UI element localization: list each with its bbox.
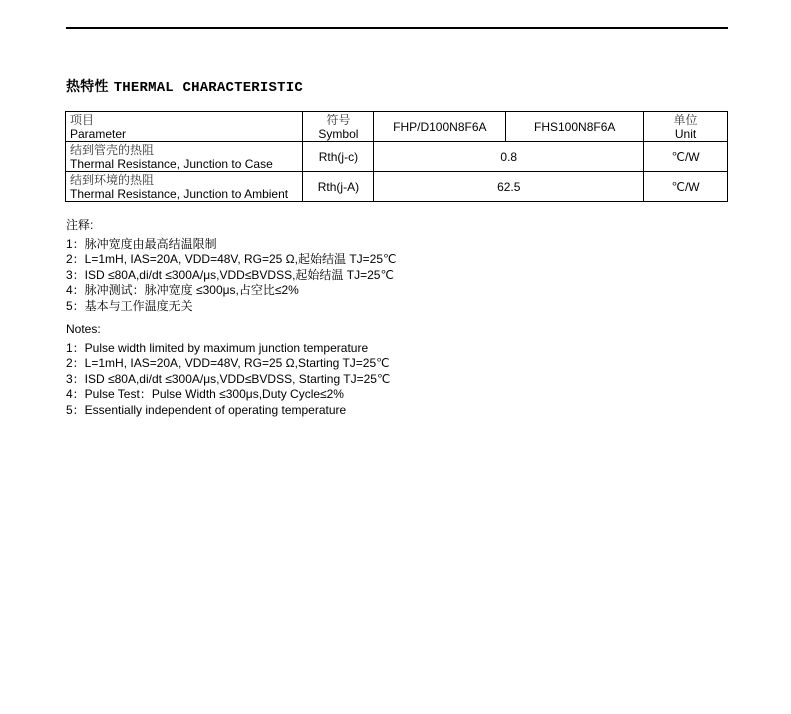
row-value: 62.5 bbox=[374, 172, 644, 202]
section-title-en: THERMAL CHARACTERISTIC bbox=[113, 80, 303, 96]
note-en-item: 5：Essentially independent of operating temperature bbox=[66, 402, 347, 417]
header-symbol-en: Symbol bbox=[318, 126, 359, 141]
header-parameter bbox=[66, 112, 303, 142]
header-unit-en: Unit bbox=[674, 126, 697, 141]
header-parameter-cn: 项目 bbox=[70, 112, 95, 127]
thermal-table bbox=[65, 111, 728, 202]
header-symbol-cn: 符号 bbox=[326, 112, 351, 127]
row-parameter-cn: 结到管壳的热阻 bbox=[70, 142, 155, 157]
header-col2: FHS100N8F6A bbox=[506, 112, 644, 142]
note-cn-item: 2：L=1mH, IAS=20A, VDD=48V, RG=25 Ω,起始结温 TJ=25℃ bbox=[66, 252, 397, 267]
row-parameter-cn: 结到环境的热阻 bbox=[70, 172, 155, 187]
header-col1: FHP/D100N8F6A bbox=[374, 112, 506, 142]
note-en-item: 4：Pulse Test：Pulse Width ≤300μs,Duty Cycle≤2% bbox=[66, 387, 344, 402]
notes-cn-heading: 注释: bbox=[66, 218, 94, 232]
row-value: 0.8 bbox=[374, 142, 644, 172]
table-header-row bbox=[66, 112, 728, 142]
row-parameter-en: Thermal Resistance, Junction to Case bbox=[70, 156, 273, 171]
note-en-item: 1：Pulse width limited by maximum junction temperature bbox=[66, 340, 369, 355]
notes-en bbox=[66, 322, 390, 419]
header-parameter-en: Parameter bbox=[70, 126, 127, 141]
row-parameter-en: Thermal Resistance, Junction to Ambient bbox=[70, 186, 289, 201]
row-symbol: Rth(j-c) bbox=[303, 142, 374, 172]
row-unit: ℃/W bbox=[644, 172, 728, 202]
notes-en-heading: Notes: bbox=[66, 322, 101, 336]
note-cn-item: 4：脉冲测试：脉冲宽度 ≤300μs,占空比≤2% bbox=[66, 283, 299, 298]
section-title-cn: 热特性 bbox=[66, 79, 109, 95]
note-cn-item: 3：ISD ≤80A,di/dt ≤300A/μs,VDD≤BVDSS,起始结温 TJ=25℃ bbox=[66, 267, 394, 282]
top-rule bbox=[66, 27, 728, 29]
row-symbol: Rth(j-A) bbox=[303, 172, 374, 202]
note-en-item: 3：ISD ≤80A,di/dt ≤300A/μs,VDD≤BVDSS, Starting TJ=25℃ bbox=[66, 371, 391, 386]
table-row bbox=[66, 142, 728, 172]
note-cn-item: 5：基本与工作温度无关 bbox=[66, 298, 193, 313]
note-cn-item: 1：脉冲宽度由最高结温限制 bbox=[66, 236, 217, 251]
notes-cn bbox=[66, 218, 396, 315]
row-parameter bbox=[66, 142, 303, 172]
row-unit: ℃/W bbox=[644, 142, 728, 172]
table-row bbox=[66, 172, 728, 202]
header-unit bbox=[644, 112, 728, 142]
header-unit-cn: 单位 bbox=[673, 112, 698, 127]
header-symbol bbox=[303, 112, 374, 142]
note-en-item: 2：L=1mH, IAS=20A, VDD=48V, RG=25 Ω,Starting TJ=25℃ bbox=[66, 356, 390, 371]
row-parameter bbox=[66, 172, 303, 202]
section-title bbox=[66, 76, 303, 96]
